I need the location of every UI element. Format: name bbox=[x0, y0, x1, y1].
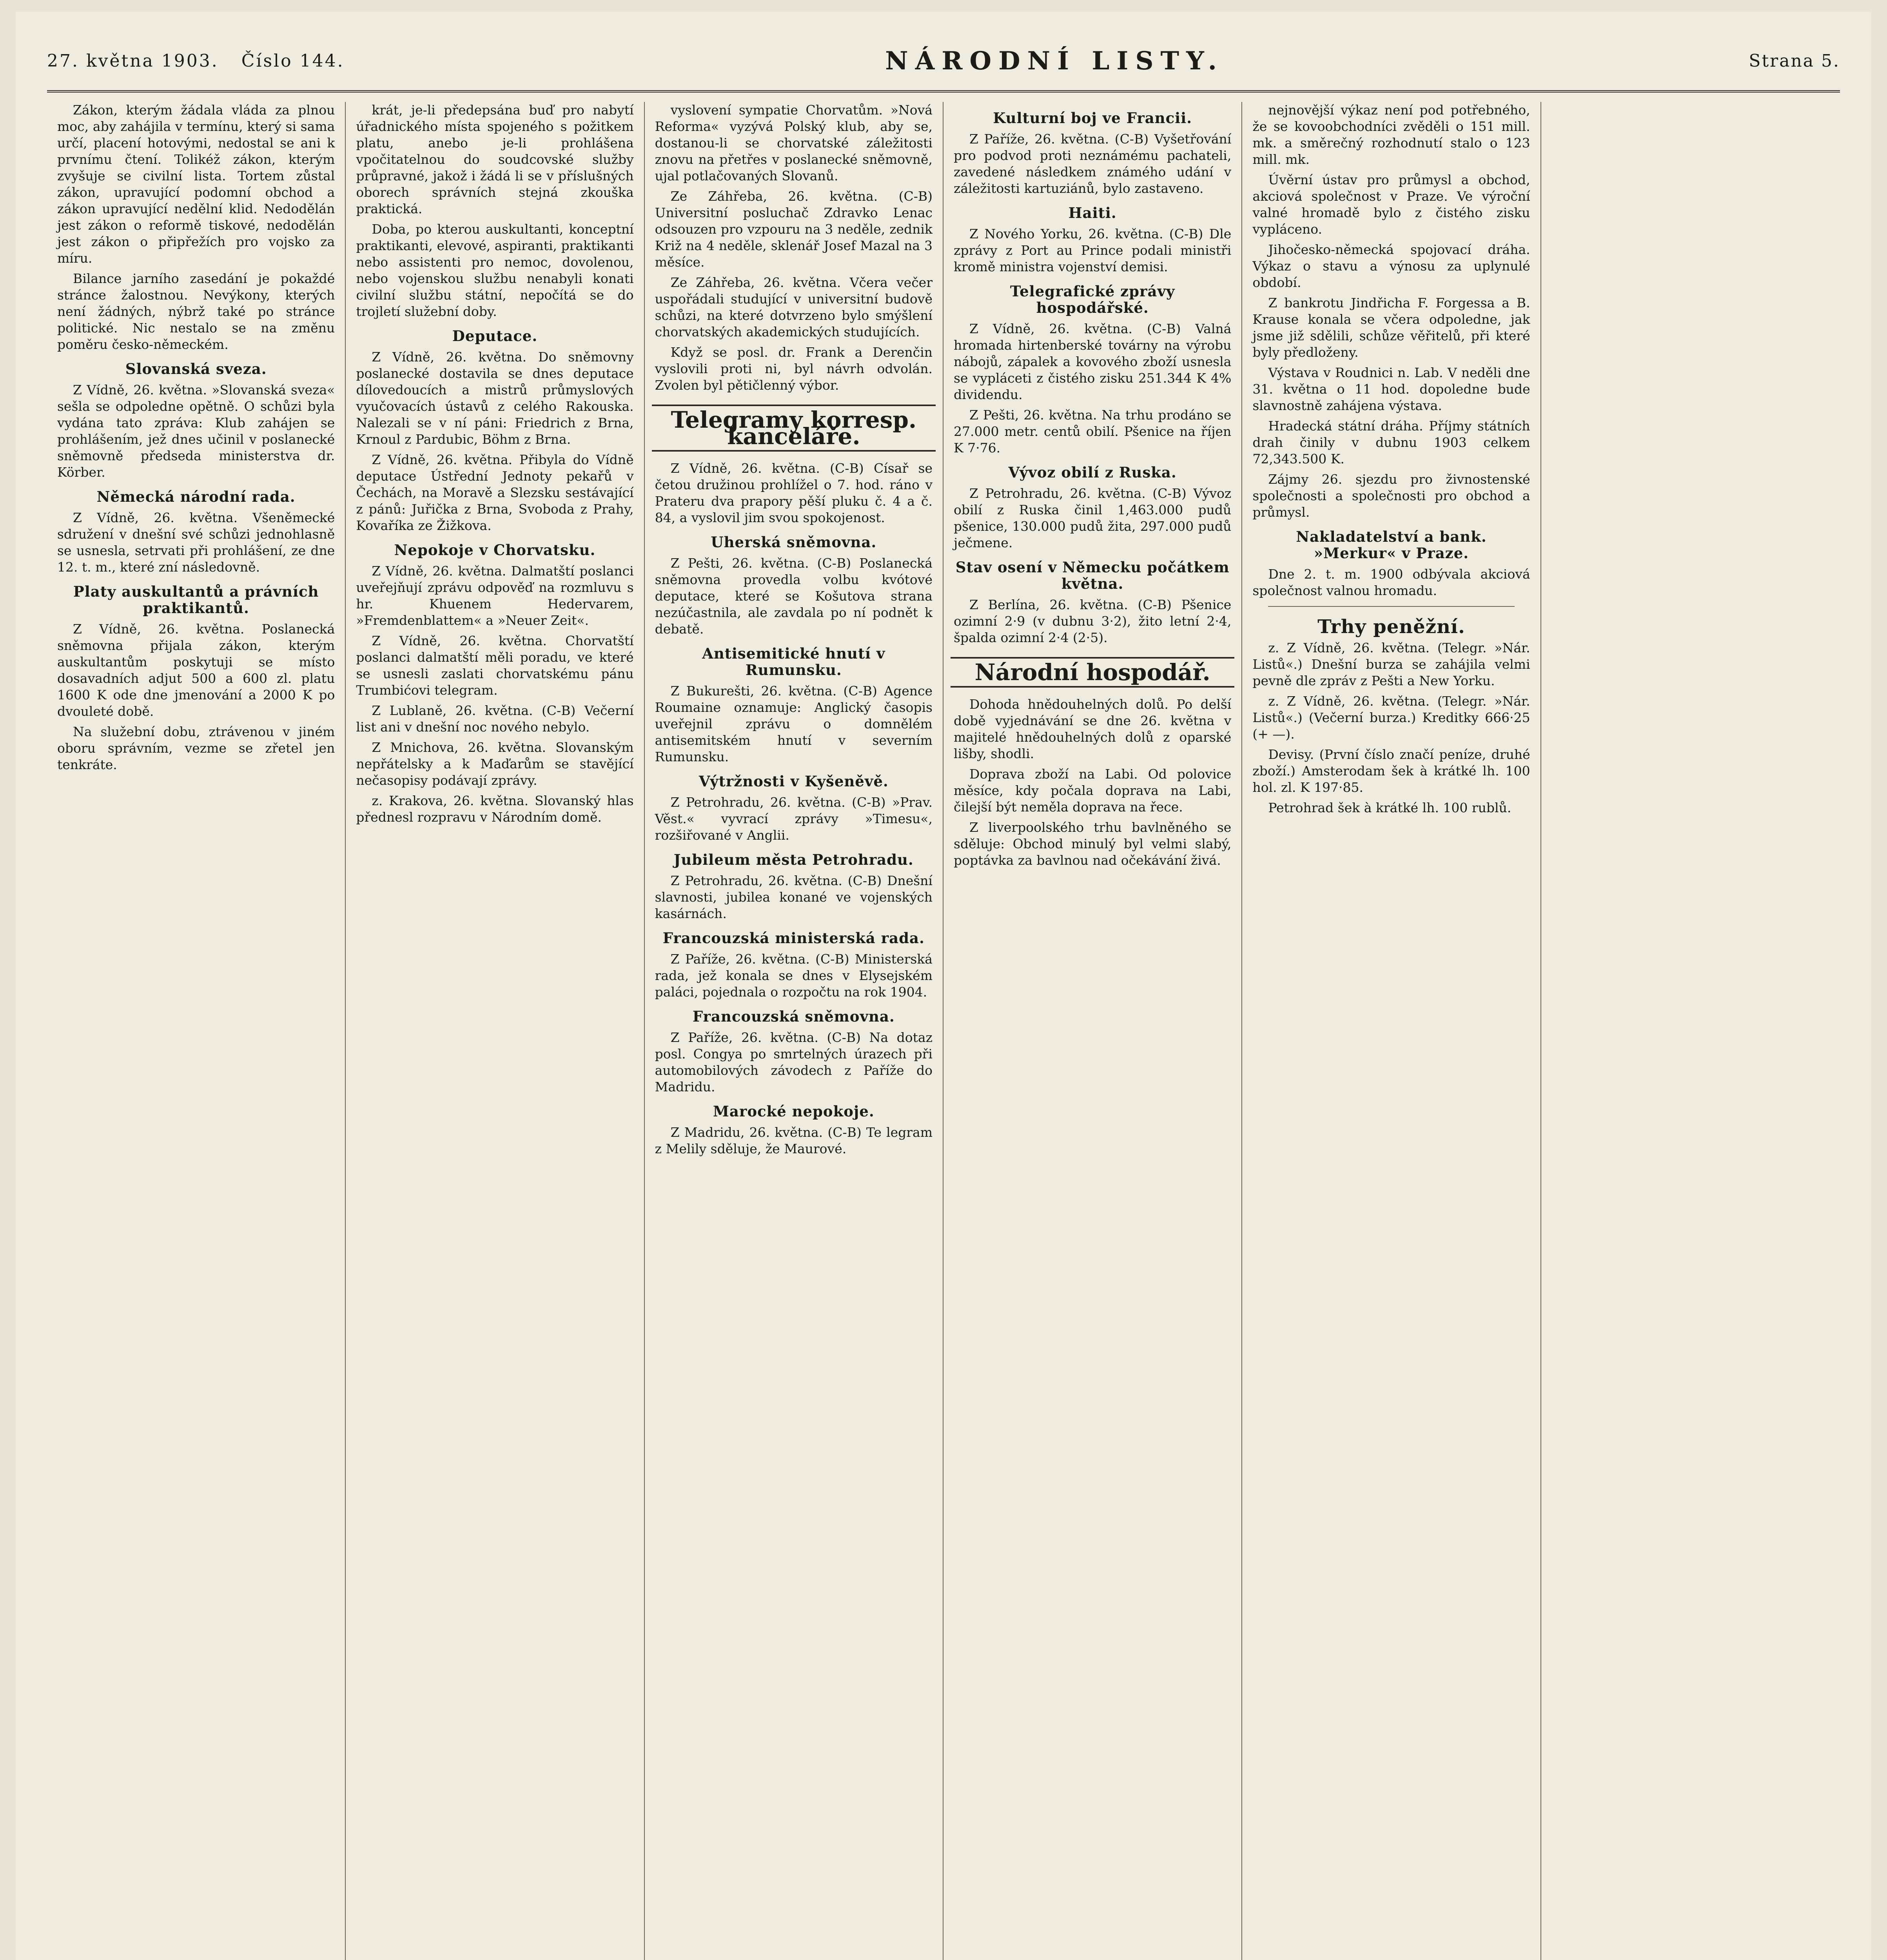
section-heading: Nakladatelství a bank. »Merkur« v Praze. bbox=[1296, 528, 1487, 562]
section-heading: Stav osení v Německu počátkem května. bbox=[955, 559, 1230, 592]
article-paragraph: Zájmy 26. sjezdu pro živnostenské společnosti a společnosti pro obchod a průmysl. bbox=[1252, 472, 1530, 520]
article-paragraph: z. Z Vídně, 26. května. (Telegr. »Nár. Listů«.) (Večerní burza.) Kreditky 666·25 (+ —). bbox=[1252, 693, 1530, 742]
article-paragraph: krát, je-li předepsána buď pro nabytí úřadnického místa spojeného s požitkem platu, anebo je-li prohlášena vpočitatelnou do soudcovské služby průpravné, jakož i žádá li se v příslušných oborech správních stejná zkouška praktická. bbox=[356, 102, 634, 216]
section-heading: Národní hospodář. bbox=[951, 657, 1234, 688]
issue-date: 27. května 1903. bbox=[47, 51, 219, 71]
article-paragraph: Z Mnichova, 26. května. Slovanským nepřátelsky a k Maďarům se stavějící nečasopisy podávají zprávy. bbox=[356, 740, 634, 788]
section-heading: Francouzská sněmovna. bbox=[692, 1008, 895, 1025]
article-paragraph: Z Vídně, 26. května. Přibyla do Vídně deputace Ústřední Jednoty pekařů v Čechách, na Moravě a Slezsku sestávající z pánů: Juřička z Brna, Svoboda z Prahy, Kovaříka ze Žižkova. bbox=[356, 452, 634, 533]
article-paragraph: Petrohrad šek à krátké lh. 100 rublů. bbox=[1268, 800, 1511, 815]
article-paragraph: Doprava zboží na Labi. Od polovice měsíce, kdy počala doprava na Labi, čilejší být neměla doprava na řece. bbox=[953, 766, 1232, 815]
article-paragraph: Dne 2. t. m. 1900 odbývala akciová společnost valnou hromadu. bbox=[1252, 566, 1530, 598]
article-paragraph: Výstava v Roudnici n. Lab. V neděli dne 31. května o 11 hod. dopoledne bude slavnostně zahájena výstava. bbox=[1252, 365, 1530, 413]
article-paragraph: Z Pešti, 26. května. Na trhu prodáno se 27.000 metr. centů obilí. Pšenice na říjen K 7·76. bbox=[953, 407, 1232, 456]
section-heading: Vývoz obilí z Ruska. bbox=[1008, 464, 1177, 481]
article-paragraph: Ze Záhřeba, 26. května. Včera večer uspořádali studující v universitní budově schůzi, na které dotvrzeno bylo smýšlení chorvatských akademických studujících. bbox=[655, 275, 933, 339]
article-paragraph: Jihočesko-německá spojovací dráha. Výkaz o stavu a výnosu za uplynulé období. bbox=[1252, 242, 1530, 290]
article-paragraph: Na služební dobu, ztrávenou v jiném oboru správním, vezme se zřetel jen tenkráte. bbox=[57, 724, 335, 772]
column-4 bbox=[944, 102, 1242, 1960]
page-number: Strana 5. bbox=[1749, 51, 1840, 71]
article-paragraph: Ze Záhřeba, 26. května. (C-B) Universitní posluchač Zdravko Lenac odsouzen pro vzpouru na 3 neděle, zednik Križ na 4 neděle, sklenář Josef Mazal na 3 měsíce. bbox=[655, 189, 933, 270]
newspaper-title: NÁRODNÍ LISTY. bbox=[885, 46, 1224, 76]
article-paragraph: Z Vídně, 26. května. (C-B) Valná hromada hirtenberské továrny na výrobu nábojů, zápalek a kovového zboží usnesla se vypláceti z čistého zisku 251.344 K 4% dividendu. bbox=[953, 321, 1232, 402]
article-paragraph: nejnovější výkaz není pod potřebného, že se kovoobchodníci zvěděli o 151 mill. mk. a směrečný rozhodnutí stalo o 123 mill. mk. bbox=[1252, 102, 1530, 167]
article-paragraph: Z Petrohradu, 26. května. (C-B) »Prav. Věst.« vyvrací zprávy »Timesu«, rozšiřované v Anglii. bbox=[655, 795, 933, 843]
article-paragraph: Doba, po kterou auskultanti, konceptní praktikanti, elevové, aspiranti, praktikanti nebo assistenti pro nemoc, dovolenou, nebo vojenskou službu nenabyli konati civilní službu státní, nepočítá se do trojletí služební doby. bbox=[356, 221, 634, 319]
column-3 bbox=[645, 102, 944, 1960]
article-paragraph: Dohoda hnědouhelných dolů. Po delší době vyjednávání se dne 26. května v majitelé hnědouhelných dolů z oparské lišby, shodli. bbox=[953, 697, 1232, 761]
article-paragraph: Z bankrotu Jindřicha F. Forgessa a B. Krause konala se včera odpoledne, jak jsme již sdělili, schůze věřitelů, při které byly předloženy. bbox=[1252, 295, 1530, 360]
section-heading: Telegrafické zprávy hospodářské. bbox=[1010, 283, 1175, 316]
article-paragraph: Z Bukurešti, 26. května. (C-B) Agence Roumaine oznamuje: Anglický časopis uveřejnil zprávu o domnělém antisemitském hnutí v severním Rumunsku. bbox=[655, 683, 933, 764]
article-paragraph: vyslovení sympatie Chorvatům. »Nová Reforma« vyzývá Polský klub, aby se, dostanou-li se chorvatské záležitosti znovu na přetřes v poslanecké sněmovně, ujal potlačovaných Slovanů. bbox=[655, 102, 933, 183]
article-paragraph: Z Vídně, 26. května. Poslanecká sněmovna přijala zákon, kterým auskultantům poskytuji se místo dosavadních adjut 500 a 600 zl. platu 1600 K ode dne jmenování a 2000 K po dvouleté době. bbox=[57, 621, 335, 719]
article-paragraph: Úvěrní ústav pro průmysl a obchod, akciová společnost v Praze. Ve výroční valné hromadě bylo z čistého zisku vypláceno. bbox=[1252, 172, 1530, 237]
article-paragraph: Z Paříže, 26. května. (C-B) Na dotaz posl. Congya po smrtelných úrazech při automobilových závodech z Paříže do Madridu. bbox=[655, 1030, 933, 1094]
section-rule bbox=[1268, 606, 1514, 607]
section-heading: Výtržnosti v Kyšeněvě. bbox=[699, 773, 889, 790]
section-heading: Haiti. bbox=[1068, 204, 1117, 221]
article-paragraph: z. Krakova, 26. května. Slovanský hlas přednesl rozpravu v Národním domě. bbox=[356, 793, 634, 825]
article-paragraph: Z Vídně, 26. května. Chorvatští poslanci dalmatští měli poradu, ve které se usnesli zaslati chorvatskému pánu Trumbićovi telegram. bbox=[356, 633, 634, 698]
section-heading: Antisemitické hnutí v Rumunsku. bbox=[702, 645, 885, 679]
section-heading: Marocké nepokoje. bbox=[713, 1103, 875, 1120]
article-paragraph: Z Petrohradu, 26. května. (C-B) Dnešní slavnosti, jubilea konané ve vojenských kasárnách. bbox=[655, 873, 933, 921]
article-paragraph: Z liverpoolského trhu bavlněného se sděluje: Obchod minulý byl velmi slabý, poptávka za bavlnou nad očekávání živá. bbox=[953, 820, 1232, 868]
section-heading: Nepokoje v Chorvatsku. bbox=[394, 541, 596, 559]
article-columns bbox=[47, 102, 1840, 1960]
article-paragraph: Z Nového Yorku, 26. května. (C-B) Dle zprávy z Port au Prince podali ministři kromě ministra vojenství demisi. bbox=[953, 226, 1232, 274]
masthead bbox=[47, 31, 1840, 93]
section-heading: Platy auskultantů a právních praktikantů. bbox=[73, 583, 319, 617]
section-heading: Německá národní rada. bbox=[96, 488, 296, 505]
article-paragraph: Devisy. (První číslo značí peníze, druhé zboží.) Amsterodam šek à krátké lh. 100 hol. zl. K 197·85. bbox=[1252, 747, 1530, 795]
article-paragraph: Z Paříže, 26. května. (C-B) Vyšetřování pro podvod proti neznámému pachateli, zavedené následkem známého udání v záležitosti kartuziánů, bylo zastaveno. bbox=[953, 131, 1232, 196]
article-paragraph: Z Vídně, 26. května. »Slovanská sveza« sešla se odpoledne opětně. O schůzi byla vydána tato zpráva: Klub zahájen se prohlášením, jež dnes učinil v poslanecké sněmovně předseda ministerstva dr. Körber. bbox=[57, 382, 335, 480]
article-paragraph: Bilance jarního zasedání je pokaždé stránce žalostnou. Nevýkony, kterých není žádných, nýbrž také po stránce politické. Nic nestalo se na změnu poměru česko-německém. bbox=[57, 271, 335, 352]
article-paragraph: Zákon, kterým žádala vláda za plnou moc, aby zahájila v termínu, který si sama určí, placení hotovými, nedostal se ani k prvnímu čtení. Tolikéž zákon, kterým zvyšuje se civilní lista. Tortem zůstal zákon, upravující podomní obchod a zákon upravující nedělní klid. Nedodělán jest zákon o reformě tiskové, nedodělán jest zákon o připřežích pro vojsko za míru. bbox=[57, 102, 335, 266]
article-paragraph: Z Berlína, 26. května. (C-B) Pšenice ozimní 2·9 (v dubnu 3·2), žito letní 2·4, špalda ozimní 2·4 (2·5). bbox=[953, 597, 1232, 645]
newspaper-page bbox=[16, 12, 1871, 1960]
section-heading: Deputace. bbox=[452, 327, 538, 345]
article-paragraph: Z Vídně, 26. května. Všeněmecké sdružení v dnešní své schůzi jednohlasně se usnesla, setrvati při prohlášení, ze dne 12. t. m., které zní následovně. bbox=[57, 510, 335, 575]
column-1 bbox=[47, 102, 346, 1960]
article-paragraph: Z Madridu, 26. května. (C-B) Te legram z Melily sděluje, že Maurové. bbox=[655, 1125, 933, 1156]
article-paragraph: Z Pešti, 26. května. (C-B) Poslanecká sněmovna provedla volbu kvótové deputace, které se Košutova strana nezúčastnila, ale zavdala po ní podnět k debatě. bbox=[655, 555, 933, 637]
article-paragraph: Z Lublaně, 26. května. (C-B) Večerní list ani v dnešní noc nového nebylo. bbox=[356, 703, 634, 735]
section-heading: Slovanská sveza. bbox=[125, 360, 267, 377]
article-paragraph: Z Petrohradu, 26. května. (C-B) Vývoz obilí z Ruska činil 1,463.000 pudů pšenice, 130.000 pudů žita, 297.000 pudů ječmene. bbox=[953, 486, 1232, 550]
section-heading: Telegramy korresp. kanceláře. bbox=[652, 405, 936, 452]
article-paragraph: Hradecká státní dráha. Příjmy státních drah činily v dubnu 1903 celkem 72,343.500 K. bbox=[1252, 418, 1530, 466]
column-6 bbox=[1541, 102, 1840, 1960]
column-2 bbox=[346, 102, 644, 1960]
column-5 bbox=[1242, 102, 1541, 1960]
article-paragraph: Z Paříže, 26. května. (C-B) Ministerská rada, jež konala se dnes v Elysejském paláci, pojednala o rozpočtu na rok 1904. bbox=[655, 951, 933, 1000]
issue-number: Číslo 144. bbox=[241, 51, 345, 71]
article-paragraph: Z Vídně, 26. května. (C-B) Císař se četou družinou prohlížel o 7. hod. ráno v Prateru dva prapory pěší pluku č. 4 a č. 84, a vyslovil jim svou spokojenost. bbox=[655, 461, 933, 525]
article-paragraph: Když se posl. dr. Frank a Derenčin vyslovili proti ni, byl návrh odvolán. Zvolen byl pětičlenný výbor. bbox=[655, 345, 933, 393]
article-paragraph: z. Z Vídně, 26. května. (Telegr. »Nár. Listů«.) Dnešní burza se zahájila velmi pevně dle zpráv z Pešti a New Yorku. bbox=[1252, 640, 1530, 688]
article-paragraph: Z Vídně, 26. května. Dalmatští poslanci uveřejňují zprávu odpověď na rozmluvu s hr. Khuenem Hedervarem, »Fremdenblattem« a »Neuer Zeit«. bbox=[356, 563, 634, 628]
article-paragraph: Z Vídně, 26. května. Do sněmovny poslanecké dostavila se dnes deputace dílovedoucích a mistrů průmyslových vyučovacích ústavů z celého Rakouska. Nalezali se v ní páni: Friedrich z Brna, Krnoul z Pardubic, Böhm z Brna. bbox=[356, 349, 634, 447]
section-heading: Francouzská ministerská rada. bbox=[662, 929, 925, 947]
section-heading: Trhy peněžní. bbox=[1317, 616, 1465, 638]
section-heading: Jubileum města Petrohradu. bbox=[673, 851, 914, 868]
masthead-left bbox=[47, 51, 360, 71]
section-heading: Uherská sněmovna. bbox=[711, 534, 877, 551]
section-heading: Kulturní boj ve Francii. bbox=[993, 109, 1192, 127]
